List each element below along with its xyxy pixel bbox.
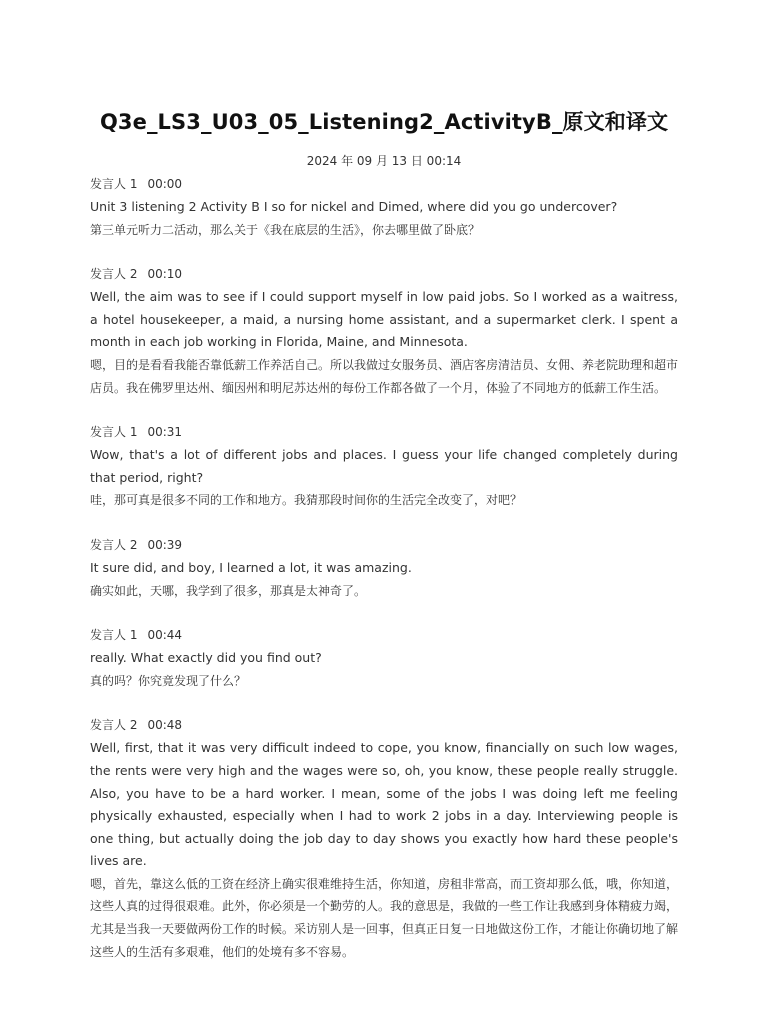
english-text: really. What exactly did you find out? <box>90 650 322 666</box>
document-title: Q3e_LS3_U03_05_Listening2_ActivityB_原文和译文 <box>99 110 669 134</box>
transcript-entry <box>90 263 678 399</box>
speaker-name: 发言人 2 <box>90 718 138 733</box>
speaker-name: 发言人 1 <box>90 177 138 191</box>
chinese-translation: 真的吗？你究竟发现了什么？ <box>90 673 247 688</box>
timestamp: 00:10 <box>147 267 183 282</box>
speaker-line <box>90 263 678 286</box>
timestamp: 00:00 <box>147 177 183 191</box>
speaker-line <box>90 534 678 557</box>
chinese-translation: 第三单元听力二活动，那么关于《我在底层的生活》，你去哪里做了卧底？ <box>90 222 481 237</box>
timestamp: 00:44 <box>147 628 183 643</box>
chinese-translation: 确实如此，天哪，我学到了很多，那真是太神奇了。 <box>90 583 367 598</box>
speaker-line <box>90 173 678 196</box>
transcript-entry <box>90 534 678 602</box>
speaker-name: 发言人 1 <box>90 425 138 440</box>
timestamp: 00:31 <box>147 425 183 440</box>
timestamp: 00:48 <box>147 718 183 733</box>
english-text: Well, the aim was to see if I could support myself in low paid jobs. So I worked as a waitress, a hotel housekeeper, a maid, a nursing home assistant, and a supermarket clerk. I spent a month in each job working in Florida, Maine, and Minnesota. <box>90 289 678 350</box>
english-text: Wow, that's a lot of different jobs and places. I guess your life changed completely during that period, right? <box>90 447 678 485</box>
transcript-entry <box>90 714 678 963</box>
speaker-name: 发言人 1 <box>90 628 138 643</box>
transcript-entry <box>90 421 678 512</box>
document-date: 2024 年 09 月 13 日 00:14 <box>306 154 462 168</box>
timestamp: 00:39 <box>147 537 183 552</box>
english-text: Unit 3 listening 2 Activity B I so for nickel and Dimed, where did you go undercover? <box>90 199 618 214</box>
transcript <box>90 173 678 985</box>
chinese-translation: 嗯，首先，靠这么低的工资在经济上确实很难维持生活，你知道，房租非常高，而工资却那么低，哦，你知道，这些人真的过得很艰难。此外，你必须是一个勤劳的人。我的意思是，我做的一些工作让我感到身体精疲力竭，尤其是当我一天要做两份工作的时候。采访别人是一回事，但真正日复一日地做这份工作，才能让你确切地了解这些人的生活有多艰难，他们的处境有多不容易。 <box>90 876 679 959</box>
chinese-translation: 嗯，目的是看看我能否靠低薪工作养活自己。所以我做过女服务员、酒店客房清洁员、女佣、养老院助理和超市店员。我在佛罗里达州、缅因州和明尼苏达州的每份工作都各做了一个月，体验了不同地方的低薪工作生活。 <box>90 357 679 395</box>
chinese-translation: 哇，那可真是很多不同的工作和地方。我猜那段时间你的生活完全改变了，对吧？ <box>90 493 523 508</box>
speaker-line <box>90 624 678 647</box>
speaker-name: 发言人 2 <box>90 537 138 552</box>
english-text: Well, first, that it was very difficult indeed to cope, you know, financially on such low wages, the rents were very high and the wages were so, oh, you know, these people really struggle. Also, you have to be a hard worker. I mean, some of the jobs I was doing left me feeling physically exhausted, especially when I had to work 2 jobs in a day. Interviewing people is one thing, but actually doing the job day to day shows you exactly how hard these people's lives are. <box>90 740 678 869</box>
transcript-entry <box>90 173 678 241</box>
transcript-entry <box>90 624 678 692</box>
speaker-line <box>90 421 678 444</box>
english-text: It sure did, and boy, I learned a lot, it was amazing. <box>90 559 412 575</box>
speaker-line <box>90 714 678 737</box>
speaker-name: 发言人 2 <box>90 267 138 282</box>
